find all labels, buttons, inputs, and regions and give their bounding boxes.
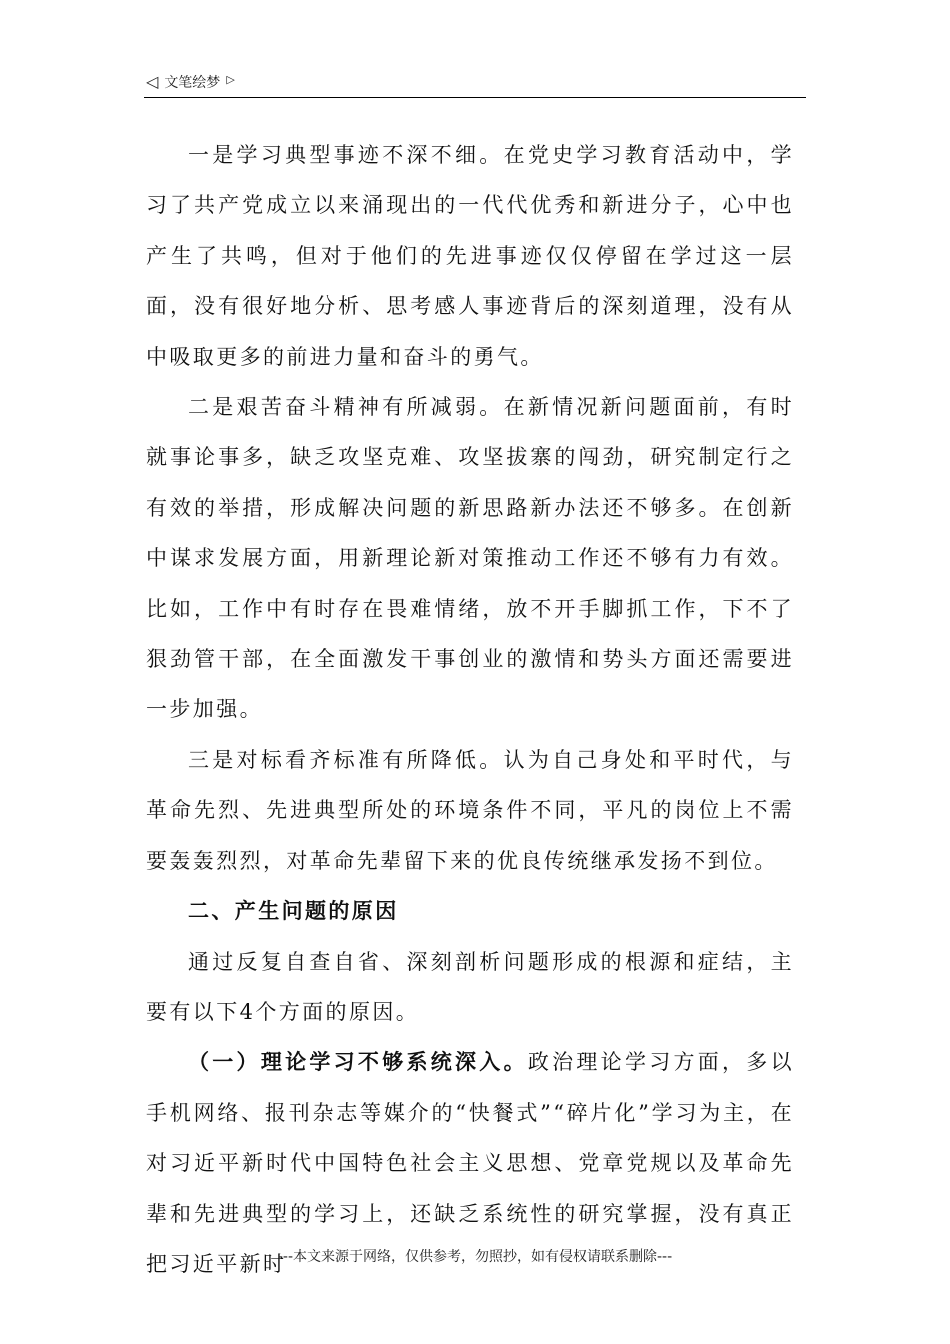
point-1-body: 政治理论学习方面，多以手机网络、报刊杂志等媒介的“快餐式”“碎片化”学习为主，在对习近平新时代中国特色社会主义思想、党章党规以及革命先辈和先进典型的学习上，还缺乏系统性的研究掌握，没有真正把习近平新时 (146, 1050, 794, 1276)
header-divider (144, 97, 806, 98)
footer-disclaimer: ---本文来源于网络，仅供参考，勿照抄，如有侵权请联系删除--- (277, 1249, 673, 1265)
paragraph-3: 三是对标看齐标准有所降低。认为自己身处和平时代，与革命先烈、先进典型所处的环境条件不同，平凡的岗位上不需要轰轰烈烈，对革命先辈留下来的优良传统继承发扬不到位。 (146, 747, 794, 873)
left-triangle-icon: ◁ (146, 72, 159, 91)
document-header (146, 72, 235, 92)
document-body (146, 130, 794, 1289)
intro-paragraph: 通过反复自查自省、深刻剖析问题形成的根源和症结，主要有以下4个方面的原因。 (146, 949, 794, 1024)
right-triangle-icon: ▷ (226, 72, 235, 86)
section-heading: 二、产生问题的原因 (188, 899, 399, 924)
paragraph-2: 二是艰苦奋斗精神有所减弱。在新情况新问题面前，有时就事论事多，缺乏攻坚克难、攻坚拔寨的闯劲，研究制定行之有效的举措，形成解决问题的新思路新办法还不够多。在创新中谋求发展方面，用新理论新对策推动工作还不够有力有效。比如，工作中有时存在畏难情绪，放不开手脚抓工作，下不了狠劲管干部，在全面激发干事创业的激情和势头方面还需要进一步加强。 (146, 395, 794, 722)
point-1-title: （一）理论学习不够系统深入。 (188, 1050, 528, 1075)
paragraph-1: 一是学习典型事迹不深不细。在党史学习教育活动中，学习了共产党成立以来涌现出的一代代优秀和新进分子，心中也产生了共鸣，但对于他们的先进事迹仅仅停留在学过这一层面，没有很好地分析、思考感人事迹背后的深刻道理，没有从中吸取更多的前进力量和奋斗的勇气。 (146, 143, 794, 369)
header-title: 文笔绘梦 (164, 75, 221, 91)
